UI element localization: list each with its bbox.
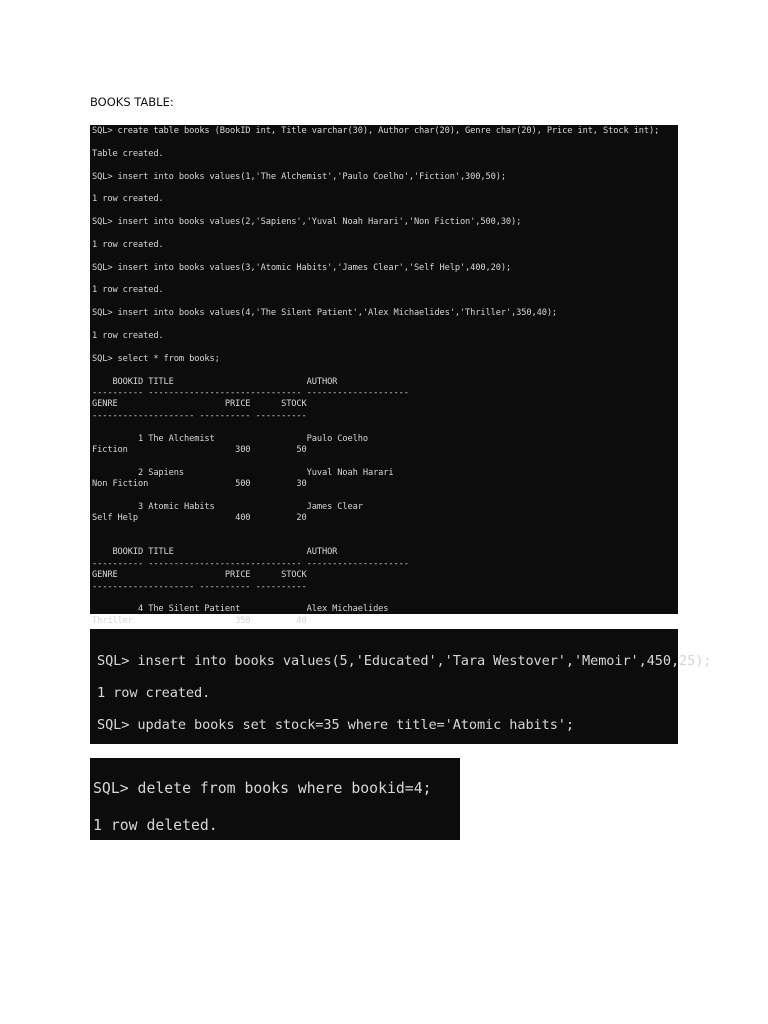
terminal-line: SQL> delete from books where bookid=4; <box>93 780 432 797</box>
terminal-line: ---------- ------------------------------ -------------------- <box>92 558 409 569</box>
terminal-line: SQL> insert into books values(5,'Educated','Tara Westover','Memoir',450,25); <box>97 653 712 669</box>
terminal-screenshot-insert-update <box>90 629 712 744</box>
terminal-line: SQL> create table books (BookID int, Title varchar(30), Author char(20), Genre char(20), Price int, Stock int); <box>92 126 660 136</box>
terminal-line: SQL> insert into books values(2,'Sapiens','Yuval Noah Harari','Non Fiction',500,30); <box>92 217 522 228</box>
terminal-line: SQL> insert into books values(3,'Atomic Habits','James Clear','Self Help',400,20); <box>92 262 512 273</box>
terminal-line <box>92 525 678 536</box>
terminal-line: 3 Atomic Habits James Clear <box>92 501 363 512</box>
terminal-line: BOOKID TITLE AUTHOR <box>92 376 338 387</box>
terminal-screenshot-books-table <box>90 125 678 626</box>
terminal-line <box>92 229 678 240</box>
terminal-line <box>92 160 678 171</box>
terminal-line: Thriller 350 40 <box>92 615 307 626</box>
terminal-line: 1 The Alchemist Paulo Coelho <box>92 433 368 444</box>
terminal-line: ---------- ------------------------------ -------------------- <box>92 387 409 398</box>
terminal-line: Non Fiction 500 30 <box>92 479 307 490</box>
terminal-line: 1 row created. <box>92 194 164 205</box>
terminal-line <box>92 137 678 148</box>
terminal-line <box>92 422 678 433</box>
terminal-line: 1 row created. <box>97 685 211 701</box>
terminal-line: GENRE PRICE STOCK <box>92 570 307 581</box>
terminal-line: 2 Sapiens Yuval Noah Harari <box>92 467 394 478</box>
terminal-line: SQL> update books set stock=35 where title='Atomic habits'; <box>97 717 574 733</box>
terminal-line: 1 row created. <box>92 285 164 296</box>
terminal-line <box>92 536 678 547</box>
terminal-line: -------------------- ---------- ---------- <box>92 410 307 421</box>
terminal-line <box>92 274 678 285</box>
terminal-line: 1 row deleted. <box>93 817 218 834</box>
terminal-line: SQL> insert into books values(1,'The Alchemist','Paulo Coelho','Fiction',300,50); <box>92 171 506 182</box>
terminal-line <box>92 320 678 331</box>
terminal-line <box>92 456 678 467</box>
terminal-line <box>92 297 678 308</box>
terminal-line: -------------------- ---------- ---------- <box>92 581 307 592</box>
terminal-line: SQL> select * from books; <box>92 353 220 364</box>
terminal-line: BOOKID TITLE AUTHOR <box>92 547 338 558</box>
terminal-line <box>92 183 678 194</box>
terminal-line: Self Help 400 20 <box>92 513 307 524</box>
terminal-line: 1 row created. <box>92 331 164 342</box>
terminal-line <box>92 365 678 376</box>
terminal-line: 1 row created. <box>92 239 164 250</box>
document-heading: BOOKS TABLE: <box>90 95 174 109</box>
terminal-line: GENRE PRICE STOCK <box>92 399 307 410</box>
terminal-line <box>92 342 678 353</box>
terminal-line: SQL> insert into books values(4,'The Silent Patient','Alex Michaelides','Thriller',350,40); <box>92 308 558 319</box>
terminal-line <box>92 593 678 604</box>
terminal-line: Fiction 300 50 <box>92 444 307 455</box>
terminal-line: 4 The Silent Patient Alex Michaelides <box>92 604 389 615</box>
terminal-line: Table created. <box>92 148 164 159</box>
terminal-screenshot-delete <box>90 758 460 840</box>
terminal-line <box>92 491 678 502</box>
terminal-line <box>92 206 678 217</box>
terminal-line <box>92 251 678 262</box>
